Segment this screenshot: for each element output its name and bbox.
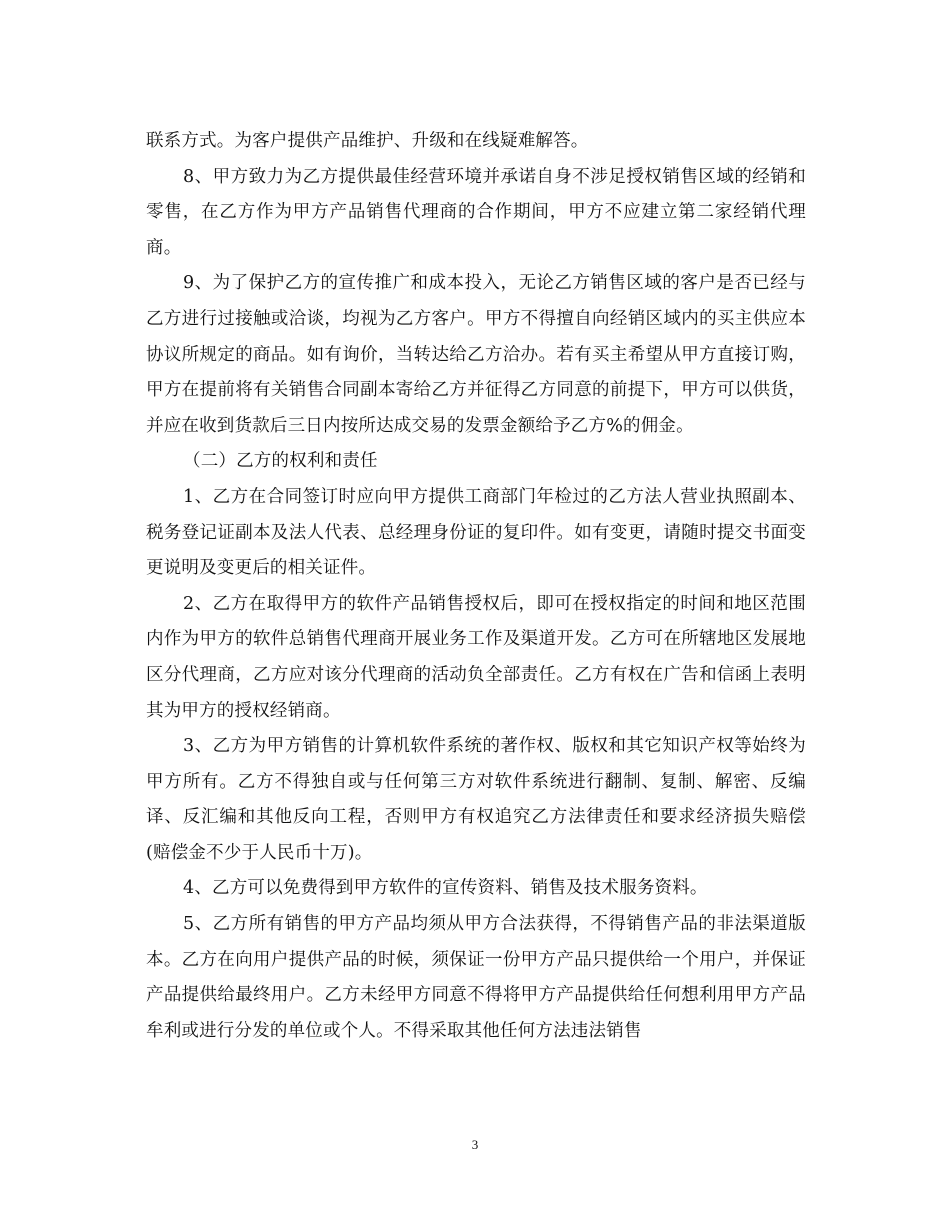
paragraph-b-clause-4: 4、乙方可以免费得到甲方软件的宣传资料、销售及技术服务资料。 — [183, 878, 708, 899]
paragraph-b-clause-1: 1、乙方在合同签订时应向甲方提供工商部门年检过的乙方法人营业执照副本、税务登记证副本及法人代表、总经理身份证的复印件。如有变更，请随时提交书面变更说明及变更后的相关证件。 — [146, 486, 806, 579]
paragraph-b-clause-3: 3、乙方为甲方销售的计算机软件系统的著作权、版权和其它知识产权等始终为甲方所有。乙方不得独自或与任何第三方对软件系统进行翻制、复制、解密、反编译、反汇编和其他反向工程，否则甲方有权追究乙方法律责任和要求经济损失赔偿(赔偿金不少于人民币十万)。 — [146, 736, 806, 863]
paragraph-continuation: 联系方式。为客户提供产品维护、升级和在线疑难解答。 — [146, 131, 589, 151]
paragraph-clause-9: 9、为了保护乙方的宣传推广和成本投入，无论乙方销售区域的客户是否已经与乙方进行过接触或洽谈，均视为乙方客户。甲方不得擅自向经销区域内的买主供应本协议所规定的商品。如有询价，当转达给乙方洽办。若有买主希望从甲方直接订购，甲方在提前将有关销售合同副本寄给乙方并征得乙方同意的前提下，甲方可以供货，并应在收到货款后三日内按所达成交易的发票金额给予乙方%的佣金。 — [146, 273, 806, 436]
paragraph-b-clause-5: 5、乙方所有销售的甲方产品均须从甲方合法获得，不得销售产品的非法渠道版本。乙方在向用户提供产品的时候，须保证一份甲方产品只提供给一个用户，并保证产品提供给最终用户。乙方未经甲方同意不得将甲方产品提供给任何想利用甲方产品牟利或进行分发的单位或个人。不得采取其他任何方法违法销售 — [146, 914, 806, 1041]
section-heading-party-b-rights: （二）乙方的权利和责任 — [183, 451, 378, 472]
document-body — [146, 124, 806, 1049]
page-number: 3 — [471, 1137, 479, 1152]
paragraph-clause-8: 8、甲方致力为乙方提供最佳经营环境并承诺自身不涉足授权销售区域的经销和零售，在乙方作为甲方产品销售代理商的合作期间，甲方不应建立第二家经销代理商。 — [146, 166, 806, 258]
paragraph-b-clause-2: 2、乙方在取得甲方的软件产品销售授权后，即可在授权指定的时间和地区范围内作为甲方的软件总销售代理商开展业务工作及渠道开发。乙方可在所辖地区发展地区分代理商，乙方应对该分代理商的活动负全部责任。乙方有权在广告和信函上表明其为甲方的授权经销商。 — [146, 593, 806, 721]
